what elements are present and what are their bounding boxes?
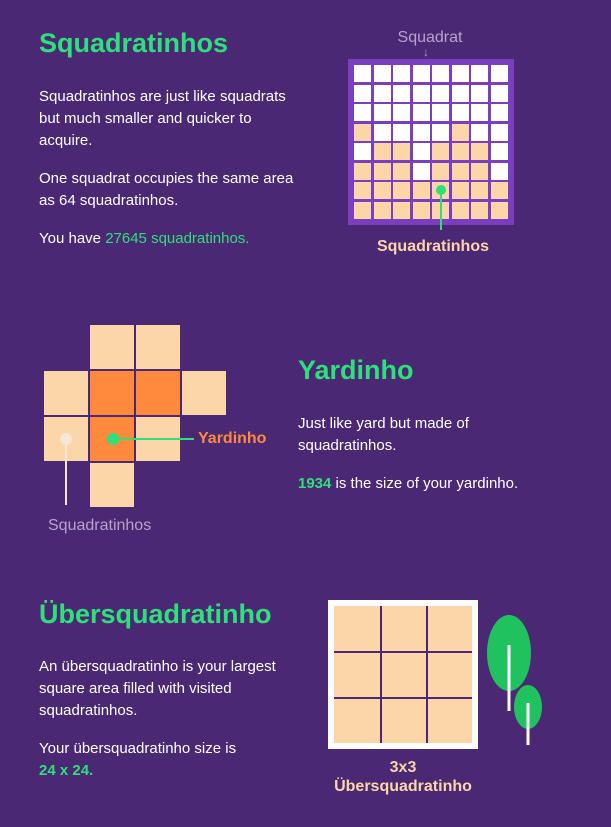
squadratinho-visited [452,202,469,219]
squadratinhos-diagram-label: Squadratinhos [376,238,489,255]
squadratinho-visited [374,202,391,219]
squadratinho-visited [452,182,469,199]
squadratinho-unvisited [393,104,410,121]
squadratinho-visited [413,182,430,199]
squadratinho-unvisited [374,85,391,102]
squadratinho-visited [354,202,371,219]
squadratinho-visited [432,163,449,180]
squadratinho-visited [354,163,371,180]
squadratinho-unvisited [491,85,508,102]
squadratinho-visited [354,124,371,141]
squadratinhos-count-value: 27645 squadratinhos. [105,230,250,247]
squadratinho-unvisited [432,85,449,102]
squadratinho-visited [491,182,508,199]
squadratinho-unvisited [471,65,488,82]
squadratinho-visited [374,143,391,160]
yardinho-size-suffix: is the size of your yardinho. [331,475,519,492]
ubersquadratinho-diagram [328,600,478,749]
squadratinho-unvisited [471,124,488,141]
squadratinho-visited [374,163,391,180]
yardinho-pointers [44,325,284,515]
squadratinhos-count-prefix: You have [39,230,106,247]
squadratinho-visited [374,182,391,199]
squadratinho-visited [471,182,488,199]
yardinho-squadratinhos-label: Squadratinhos [48,517,152,534]
yardinho-size-value: 1934 [298,475,332,492]
squadratinho-unvisited [374,104,391,121]
tree-icon [484,615,546,747]
squadratinho-visited [413,202,430,219]
ubersquadratinho-diagram-label [318,758,488,796]
squadratinho-unvisited [491,124,508,141]
squadratinho-visited [471,143,488,160]
squadratinho-unvisited [491,65,508,82]
yardinho-diagram-label: Yardinho [198,430,267,447]
squadratinho-visited [452,143,469,160]
yardinho-title: Yardinho [298,355,414,385]
squadrat-label: Squadrat [397,29,463,46]
squadratinho-unvisited [452,85,469,102]
squadratinho-visited [452,124,469,141]
ubersquadratinho-size-label: Your übersquadratinho size is [39,740,237,757]
squadratinho-unvisited [413,124,430,141]
squadratinho-unvisited [374,124,391,141]
ubersquadratinho-gridline [380,606,382,743]
arrow-down-icon: ↓ [423,45,429,59]
ubersquadratinho-gridline [334,697,472,699]
squadratinho-unvisited [354,85,371,102]
ubersquadratinho-gridline [426,606,428,743]
ubersquadratinho-size-text [39,738,299,782]
squadratinho-unvisited [413,163,430,180]
yardinho-description: Just like yard but made of squadratinhos. [298,415,469,454]
ubersquadratinho-fill [334,606,472,743]
squadratinho-unvisited [491,163,508,180]
squadratinho-unvisited [413,65,430,82]
squadratinho-unvisited [374,65,391,82]
squadratinho-unvisited [393,65,410,82]
squadratinhos-area-note: One squadrat occupies the same area as 64 squadratinhos. [39,170,294,209]
ubersquadratinho-description: An übersquadratinho is your largest square area filled with visited squadratinhos. [39,658,276,719]
squadratinho-unvisited [452,104,469,121]
squadratinho-unvisited [432,124,449,141]
squadratinho-unvisited [432,65,449,82]
squadratinho-visited [491,202,508,219]
squadratinho-unvisited [354,65,371,82]
squadratinho-visited [471,202,488,219]
squadratinho-unvisited [413,85,430,102]
squadratinho-unvisited [471,85,488,102]
squadratinhos-description: Squadratinhos are just like squadrats but much smaller and quicker to acquire. [39,88,286,149]
squadratinhos-title: Squadratinhos [39,28,229,58]
squadratinho-unvisited [452,65,469,82]
squadratinho-visited [393,182,410,199]
squadratinhos-count-text [39,228,319,250]
squadratinho-visited [354,182,371,199]
ubersquadratinho-size-value: 24 x 24. [39,762,94,779]
squadratinho-visited [432,143,449,160]
ubersquadratinho-title: Übersquadratinho [39,599,272,629]
squadratinho-pointer [430,180,452,230]
yardinho-size-text [298,473,598,495]
squadratinho-visited [393,163,410,180]
squadratinho-unvisited [413,104,430,121]
squadratinho-unvisited [432,104,449,121]
squadratinho-unvisited [491,143,508,160]
squadratinho-unvisited [393,124,410,141]
squadratinho-unvisited [413,143,430,160]
squadratinho-unvisited [471,104,488,121]
squadratinho-unvisited [393,85,410,102]
squadratinho-unvisited [491,104,508,121]
ubersquadratinho-diagram-label-name: Übersquadratinho [334,778,472,795]
squadratinho-visited [393,202,410,219]
ubersquadratinho-gridline [334,651,472,653]
ubersquadratinho-diagram-label-size: 3x3 [389,759,417,776]
squadratinho-visited [393,143,410,160]
squadratinho-visited [471,163,488,180]
squadratinho-unvisited [354,143,371,160]
squadratinho-visited [452,163,469,180]
squadratinho-unvisited [354,104,371,121]
